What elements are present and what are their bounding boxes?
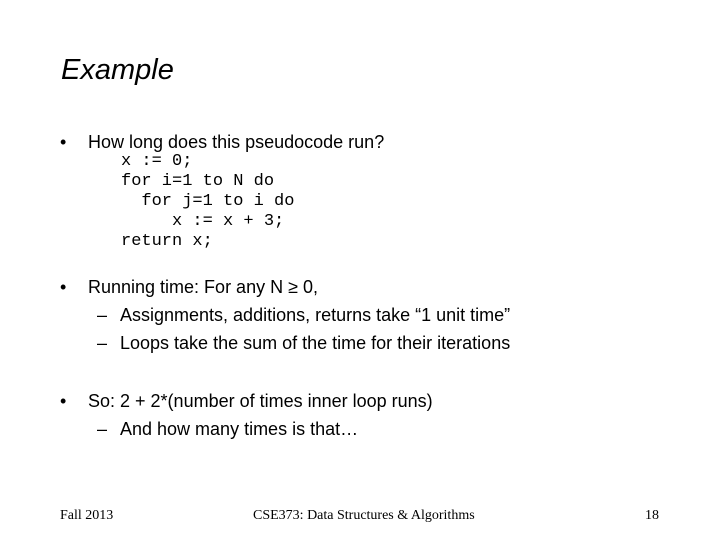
bullet-text: So: 2 + 2*(number of times inner loop runs) — [88, 391, 433, 411]
subitem-text: Loops take the sum of the time for their iterations — [120, 333, 511, 353]
subitem-marker: – — [97, 419, 108, 439]
bullet-text: Running time: For any N ≥ 0, — [88, 277, 318, 297]
code-line: for i=1 to N do — [121, 172, 275, 191]
slide-title: Example — [61, 54, 174, 86]
bullet-text: How long does this pseudocode run? — [88, 132, 385, 152]
subitem-marker: – — [97, 305, 108, 325]
footer-course-title: CSE373: Data Structures & Algorithms — [253, 508, 475, 523]
bullet-marker: • — [60, 132, 67, 152]
footer-term: Fall 2013 — [60, 508, 114, 523]
pseudocode-block — [121, 152, 294, 252]
subitem-text: And how many times is that… — [120, 419, 359, 439]
bullet-marker: • — [60, 277, 67, 297]
code-line: x := x + 3; — [121, 212, 285, 231]
subitem-text: Assignments, additions, returns take “1 unit time” — [120, 305, 511, 325]
code-line: for j=1 to i do — [121, 192, 295, 211]
footer-page-number: 18 — [645, 508, 659, 523]
code-line: return x; — [121, 232, 213, 251]
bullet-marker: • — [60, 391, 67, 411]
subitem-marker: – — [97, 333, 108, 353]
code-line: x := 0; — [121, 152, 193, 171]
